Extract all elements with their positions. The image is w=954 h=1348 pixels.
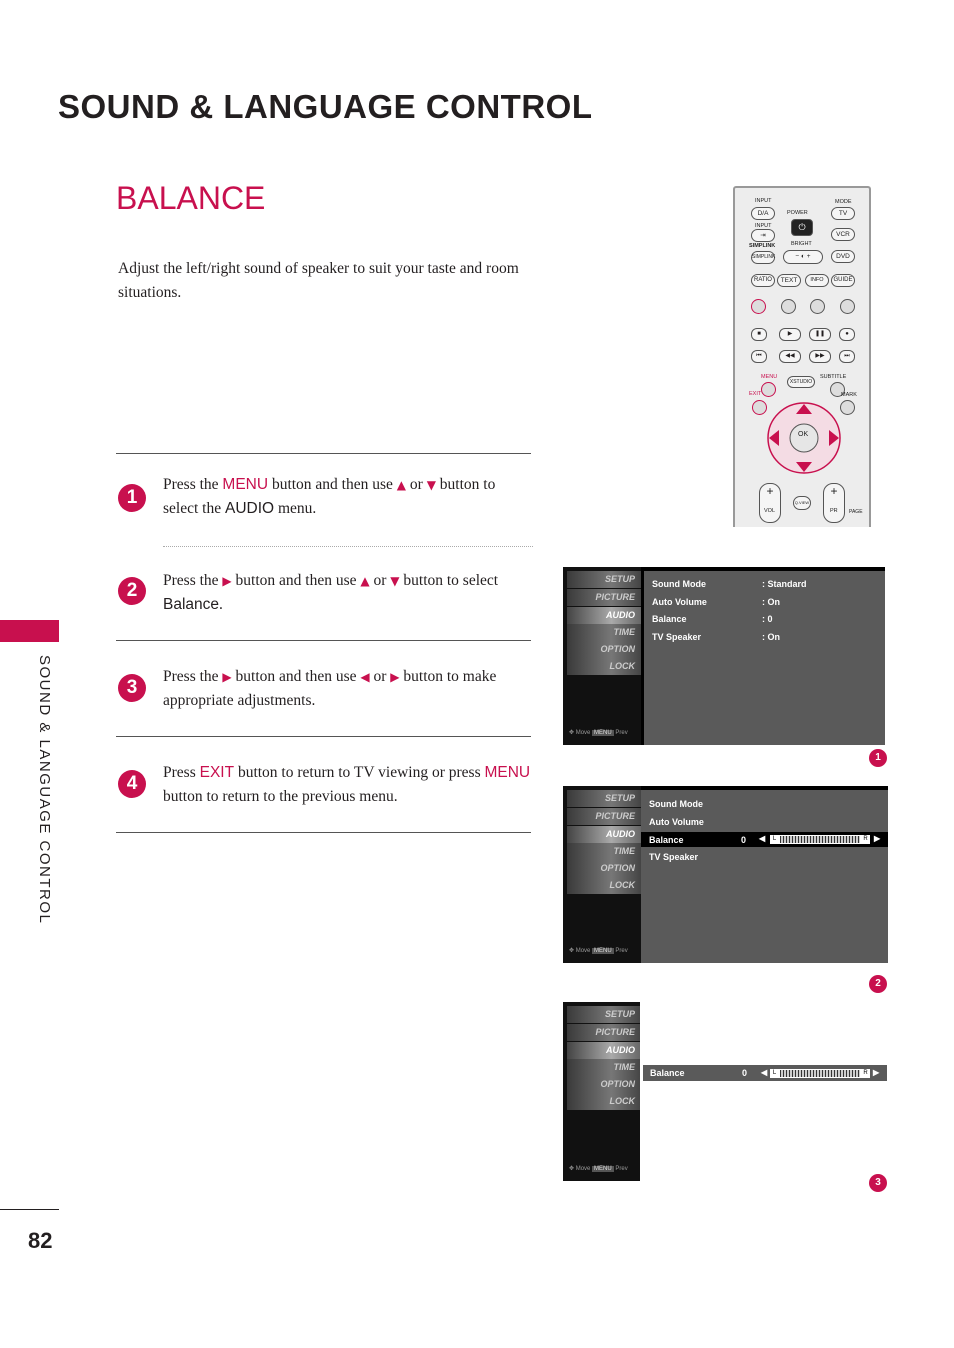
menu-item-time: TIME: [567, 624, 641, 641]
balance-keyword: Balance: [163, 596, 220, 613]
yellow-button: [810, 299, 825, 314]
right-arrow-icon: ▶: [874, 834, 881, 843]
vcr-button: VCR: [831, 228, 855, 241]
bar-left-label: L: [770, 1069, 779, 1078]
menu-item-audio: AUDIO: [567, 826, 641, 843]
step-number: 2: [118, 577, 146, 605]
balance-value: 0: [742, 1068, 748, 1078]
blue-button: [840, 299, 855, 314]
screen-marker: 2: [869, 975, 887, 993]
input-label: INPUT: [755, 198, 772, 204]
menu-item-lock: LOCK: [567, 658, 641, 675]
menu-keyword: MENU: [484, 764, 531, 781]
bar-right-label: R: [861, 835, 870, 844]
qview-button: Q.VIEW: [793, 496, 811, 510]
red-button: [751, 299, 766, 314]
right-arrow-icon: ▶: [222, 670, 232, 684]
page-title: SOUND & LANGUAGE CONTROL: [58, 88, 593, 125]
menu-item-option: OPTION: [567, 1076, 640, 1093]
osd-selected-row: [641, 832, 888, 847]
step-number: 4: [118, 770, 146, 798]
step-2-text: Press the ▶ button and then use ▲ or ▼ button to select Balance.: [163, 572, 499, 613]
side-label: SOUND & LANGUAGE CONTROL: [36, 655, 53, 925]
mark-label: MARK: [841, 392, 857, 398]
up-arrow-icon: ▲: [360, 574, 370, 588]
guide-button: GUIDE: [831, 274, 855, 287]
simplink-logo: SIMPLINK: [749, 243, 776, 249]
osd-screen-1: [563, 567, 885, 745]
osd-row-label: Sound Mode: [652, 579, 706, 589]
osd-row-value: : 0: [762, 614, 773, 624]
balance-label: Balance: [650, 1068, 685, 1078]
menu-label: MENU: [761, 374, 778, 380]
osd-row-label: TV Speaker: [652, 632, 702, 642]
dotted-divider: [163, 546, 533, 547]
menu-item-setup: SETUP: [567, 790, 641, 807]
screen-marker: 1: [869, 749, 887, 767]
page-label: PAGE: [849, 509, 863, 515]
mode-label: MODE: [835, 199, 852, 205]
right-arrow-icon: ▶: [873, 1068, 880, 1077]
info-button: INFO: [805, 274, 829, 287]
divider: [116, 736, 531, 737]
osd-footer: ✥ Move MENU Prev: [569, 1166, 628, 1172]
tv-button: TV: [831, 207, 855, 220]
exit-label: EXIT: [749, 391, 762, 397]
osd-footer: ✥ Move MENU Prev: [569, 730, 628, 736]
audio-keyword: AUDIO: [224, 500, 275, 517]
menu-item-time: TIME: [567, 1059, 640, 1076]
menu-item-audio: AUDIO: [567, 1042, 640, 1059]
navigation-pad: [765, 400, 843, 476]
menu-item-picture: PICTURE: [567, 589, 641, 606]
down-arrow-icon: ▼: [426, 478, 436, 492]
osd-screen-3: [563, 1002, 640, 1181]
osd-row-label: Auto Volume: [652, 597, 707, 607]
divider: [116, 640, 531, 641]
rewind-icon: ◀◀: [779, 350, 801, 363]
stop-icon: ■: [751, 328, 767, 341]
menu-item-time: TIME: [567, 843, 641, 860]
menu-keyword: MENU: [222, 476, 269, 493]
bar-left-label: L: [770, 835, 779, 844]
osd-row-value: : On: [762, 597, 780, 607]
divider: [116, 832, 531, 833]
left-arrow-icon: ◀: [759, 834, 766, 843]
menu-button: [761, 382, 776, 397]
osd-panel: [641, 790, 888, 963]
osd-row-value: : Standard: [762, 579, 807, 589]
step-1-text: Press the MENU button and then use ▲ or ▼ button to select the AUDIO menu.: [163, 476, 496, 517]
fast-forward-icon: ▶▶: [809, 350, 831, 363]
osd-row-label: Auto Volume: [649, 817, 704, 827]
up-arrow-icon: ▲: [396, 478, 407, 492]
step-4-text: Press EXIT button to return to TV viewing or press MENU button to return to the previous menu.: [163, 764, 531, 805]
menu-item-setup: SETUP: [567, 571, 641, 588]
step-number: 1: [118, 484, 146, 512]
left-arrow-icon: ◀: [761, 1068, 768, 1077]
bar-right-label: R: [861, 1069, 870, 1078]
skip-forward-icon: ⏭: [839, 350, 855, 363]
simplink-button: SIMPLINK: [751, 251, 775, 264]
green-button: [781, 299, 796, 314]
play-icon: ▶: [779, 328, 801, 341]
vol-rocker: +: [759, 483, 781, 523]
osd-row-label: Sound Mode: [649, 799, 703, 809]
menu-item-lock: LOCK: [567, 1093, 640, 1110]
balance-bar: [779, 1069, 861, 1078]
da-button: D/A: [751, 207, 775, 220]
osd-row-value: : On: [762, 632, 780, 642]
menu-item-picture: PICTURE: [567, 1024, 640, 1041]
menu-item-option: OPTION: [567, 641, 641, 658]
menu-item-lock: LOCK: [567, 877, 641, 894]
power-label: POWER: [787, 210, 808, 216]
bright-label: BRIGHT: [791, 241, 812, 247]
ok-label: OK: [798, 431, 809, 438]
osd-panel: [644, 571, 885, 745]
ratio-button: RATIO: [751, 274, 775, 287]
text-button: TEXT: [777, 274, 801, 287]
osd-row-label: Balance: [649, 835, 684, 845]
balance-adjust-bar: [643, 1065, 887, 1081]
right-arrow-icon: ▶: [222, 574, 232, 588]
left-arrow-icon: ◀: [360, 670, 370, 684]
osd-screen-2: [563, 786, 888, 963]
remote-control-illustration: [733, 186, 871, 527]
record-icon: ●: [839, 328, 855, 341]
menu-item-setup: SETUP: [567, 1006, 640, 1023]
menu-item-audio: AUDIO: [567, 607, 641, 624]
right-arrow-icon: ▶: [390, 670, 400, 684]
step-3-text: Press the ▶ button and then use ◀ or ▶ button to make appropriate adjustments.: [163, 668, 497, 709]
dvd-button: DVD: [831, 250, 855, 263]
pr-label: PR: [830, 508, 838, 514]
bright-slider: − ◐ +: [783, 250, 823, 264]
side-tab: [0, 620, 59, 642]
divider: [116, 453, 531, 454]
exit-keyword: EXIT: [199, 764, 235, 781]
page-number: 82: [28, 1228, 53, 1253]
balance-value: 0: [741, 835, 747, 845]
pr-rocker: +: [823, 483, 845, 523]
skip-back-icon: ⏮: [751, 350, 767, 363]
menu-item-picture: PICTURE: [567, 808, 641, 825]
pause-icon: ❚❚: [809, 328, 831, 341]
screen-marker: 3: [869, 1174, 887, 1192]
divider: [0, 1209, 59, 1210]
input-button: ⇥: [751, 229, 775, 242]
step-number: 3: [118, 674, 146, 702]
intro-text: Adjust the left/right sound of speaker to suit your taste and room situations.: [118, 260, 519, 301]
osd-row-label: Balance: [652, 614, 687, 624]
down-arrow-icon: ▼: [390, 574, 400, 588]
subtitle-label: SUBTITLE: [820, 374, 847, 380]
input-label: INPUT: [755, 223, 772, 229]
vol-label: VOL: [764, 508, 776, 514]
menu-item-option: OPTION: [567, 860, 641, 877]
balance-bar: [779, 835, 861, 844]
power-button: ⏻: [791, 219, 813, 236]
xstudio-button: XSTUDIO: [787, 376, 815, 388]
section-title: BALANCE: [116, 180, 266, 216]
osd-row-label: TV Speaker: [649, 852, 699, 862]
osd-footer: ✥ Move MENU Prev: [569, 948, 628, 954]
